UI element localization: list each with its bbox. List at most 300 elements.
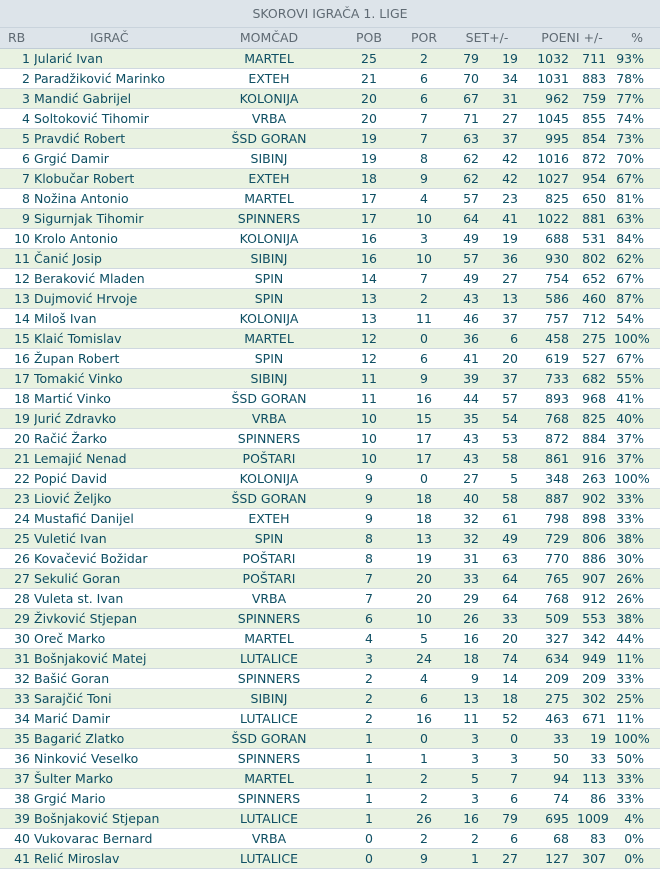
cell-sets-won: 13 — [444, 688, 487, 708]
cell-sets-lost: 36 — [487, 248, 530, 268]
cell-sets-lost: 58 — [487, 488, 530, 508]
cell-wins: 2 — [334, 708, 404, 728]
cell-losses: 16 — [404, 708, 444, 728]
cell-sets-lost: 52 — [487, 708, 530, 728]
cell-wins: 9 — [334, 488, 404, 508]
cell-team: KOLONIJA — [204, 308, 334, 328]
table-row — [0, 468, 660, 488]
cell-rb: 2 — [0, 68, 34, 88]
cell-sets-lost: 27 — [487, 848, 530, 868]
cell-losses: 7 — [404, 268, 444, 288]
cell-team: POŠTARI — [204, 568, 334, 588]
cell-sets-lost: 18 — [487, 688, 530, 708]
cell-team: LUTALICE — [204, 808, 334, 828]
cell-win-pct: 81% — [614, 188, 660, 208]
cell-sets-won: 63 — [444, 128, 487, 148]
cell-sets-lost: 7 — [487, 768, 530, 788]
cell-rb: 34 — [0, 708, 34, 728]
cell-win-pct: 73% — [614, 128, 660, 148]
cell-sets-lost: 37 — [487, 308, 530, 328]
cell-rb: 4 — [0, 108, 34, 128]
cell-wins: 14 — [334, 268, 404, 288]
cell-sets-lost: 63 — [487, 548, 530, 568]
table-row — [0, 308, 660, 328]
cell-sets-lost: 20 — [487, 348, 530, 368]
cell-sets-won: 27 — [444, 468, 487, 488]
cell-sets-lost: 5 — [487, 468, 530, 488]
cell-losses: 15 — [404, 408, 444, 428]
cell-wins: 18 — [334, 168, 404, 188]
cell-wins: 13 — [334, 288, 404, 308]
cell-wins: 9 — [334, 468, 404, 488]
cell-points-lost: 19 — [577, 728, 614, 748]
table-row — [0, 608, 660, 628]
table-row — [0, 528, 660, 548]
cell-losses: 6 — [404, 688, 444, 708]
cell-losses: 18 — [404, 488, 444, 508]
cell-team: VRBA — [204, 108, 334, 128]
cell-wins: 0 — [334, 848, 404, 868]
cell-points-won: 509 — [530, 608, 577, 628]
cell-losses: 24 — [404, 648, 444, 668]
cell-losses: 0 — [404, 468, 444, 488]
cell-points-won: 1031 — [530, 68, 577, 88]
table-row — [0, 788, 660, 808]
cell-rb: 23 — [0, 488, 34, 508]
cell-player: Jurić Zdravko — [34, 408, 204, 428]
cell-rb: 29 — [0, 608, 34, 628]
table-row — [0, 68, 660, 88]
cell-rb: 12 — [0, 268, 34, 288]
cell-player: Vuleta st. Ivan — [34, 588, 204, 608]
cell-wins: 1 — [334, 748, 404, 768]
cell-losses: 10 — [404, 208, 444, 228]
cell-win-pct: 25% — [614, 688, 660, 708]
cell-win-pct: 93% — [614, 48, 660, 68]
cell-points-won: 1027 — [530, 168, 577, 188]
cell-points-won: 275 — [530, 688, 577, 708]
cell-points-lost: 902 — [577, 488, 614, 508]
cell-points-won: 733 — [530, 368, 577, 388]
cell-team: POŠTARI — [204, 548, 334, 568]
cell-points-won: 586 — [530, 288, 577, 308]
cell-sets-lost: 6 — [487, 328, 530, 348]
cell-wins: 8 — [334, 528, 404, 548]
header-rb: RB — [0, 28, 34, 48]
cell-sets-lost: 19 — [487, 228, 530, 248]
cell-player: Vuletić Ivan — [34, 528, 204, 548]
cell-wins: 17 — [334, 208, 404, 228]
cell-points-won: 768 — [530, 408, 577, 428]
cell-points-won: 33 — [530, 728, 577, 748]
cell-losses: 4 — [404, 188, 444, 208]
cell-points-won: 695 — [530, 808, 577, 828]
cell-sets-won: 79 — [444, 48, 487, 68]
cell-win-pct: 54% — [614, 308, 660, 328]
cell-win-pct: 63% — [614, 208, 660, 228]
cell-rb: 13 — [0, 288, 34, 308]
cell-points-won: 872 — [530, 428, 577, 448]
cell-sets-won: 11 — [444, 708, 487, 728]
cell-points-lost: 912 — [577, 588, 614, 608]
cell-team: MARTEL — [204, 188, 334, 208]
cell-player: Bošnjaković Matej — [34, 648, 204, 668]
cell-team: KOLONIJA — [204, 228, 334, 248]
cell-wins: 1 — [334, 808, 404, 828]
cell-wins: 13 — [334, 308, 404, 328]
cell-rb: 40 — [0, 828, 34, 848]
cell-sets-lost: 57 — [487, 388, 530, 408]
cell-win-pct: 70% — [614, 148, 660, 168]
cell-player: Jularić Ivan — [34, 48, 204, 68]
cell-rb: 35 — [0, 728, 34, 748]
cell-points-lost: 263 — [577, 468, 614, 488]
cell-player: Popić David — [34, 468, 204, 488]
cell-win-pct: 37% — [614, 448, 660, 468]
cell-player: Miloš Ivan — [34, 308, 204, 328]
cell-team: VRBA — [204, 408, 334, 428]
cell-win-pct: 67% — [614, 268, 660, 288]
cell-sets-lost: 58 — [487, 448, 530, 468]
table-row — [0, 368, 660, 388]
table-row — [0, 848, 660, 868]
cell-points-won: 962 — [530, 88, 577, 108]
cell-team: MARTEL — [204, 768, 334, 788]
cell-team: SPINNERS — [204, 428, 334, 448]
cell-losses: 19 — [404, 548, 444, 568]
cell-points-lost: 854 — [577, 128, 614, 148]
cell-win-pct: 40% — [614, 408, 660, 428]
cell-rb: 26 — [0, 548, 34, 568]
cell-sets-won: 16 — [444, 628, 487, 648]
cell-team: POŠTARI — [204, 448, 334, 468]
table-row — [0, 768, 660, 788]
cell-sets-won: 32 — [444, 508, 487, 528]
cell-sets-won: 39 — [444, 368, 487, 388]
cell-rb: 6 — [0, 148, 34, 168]
cell-player: Mandić Gabrijel — [34, 88, 204, 108]
header-wins: POB — [334, 28, 404, 48]
cell-points-lost: 553 — [577, 608, 614, 628]
cell-sets-lost: 6 — [487, 828, 530, 848]
table-row — [0, 668, 660, 688]
cell-team: LUTALICE — [204, 708, 334, 728]
cell-sets-won: 70 — [444, 68, 487, 88]
table-row — [0, 728, 660, 748]
cell-rb: 10 — [0, 228, 34, 248]
cell-sets-lost: 0 — [487, 728, 530, 748]
table-row — [0, 408, 660, 428]
cell-rb: 36 — [0, 748, 34, 768]
cell-sets-lost: 27 — [487, 268, 530, 288]
cell-losses: 0 — [404, 728, 444, 748]
cell-losses: 9 — [404, 848, 444, 868]
cell-sets-won: 1 — [444, 848, 487, 868]
cell-wins: 11 — [334, 368, 404, 388]
cell-sets-lost: 13 — [487, 288, 530, 308]
cell-wins: 6 — [334, 608, 404, 628]
cell-win-pct: 33% — [614, 768, 660, 788]
table-row — [0, 628, 660, 648]
cell-points-won: 463 — [530, 708, 577, 728]
cell-team: MARTEL — [204, 328, 334, 348]
table-row — [0, 148, 660, 168]
cell-losses: 0 — [404, 328, 444, 348]
table-row — [0, 48, 660, 68]
cell-points-lost: 712 — [577, 308, 614, 328]
cell-rb: 5 — [0, 128, 34, 148]
table-row — [0, 508, 660, 528]
cell-wins: 10 — [334, 428, 404, 448]
cell-rb: 1 — [0, 48, 34, 68]
table-row — [0, 688, 660, 708]
cell-points-won: 634 — [530, 648, 577, 668]
cell-wins: 21 — [334, 68, 404, 88]
cell-win-pct: 50% — [614, 748, 660, 768]
cell-player: Sigurnjak Tihomir — [34, 208, 204, 228]
cell-team: SIBINJ — [204, 148, 334, 168]
cell-sets-won: 43 — [444, 448, 487, 468]
table-row — [0, 388, 660, 408]
cell-player: Sarajčić Toni — [34, 688, 204, 708]
cell-win-pct: 62% — [614, 248, 660, 268]
cell-sets-won: 31 — [444, 548, 487, 568]
table-row — [0, 448, 660, 468]
cell-points-won: 94 — [530, 768, 577, 788]
cell-team: EXTEH — [204, 168, 334, 188]
cell-wins: 19 — [334, 128, 404, 148]
cell-wins: 7 — [334, 568, 404, 588]
cell-team: SPINNERS — [204, 208, 334, 228]
cell-rb: 18 — [0, 388, 34, 408]
header-losses: POR — [404, 28, 444, 48]
cell-losses: 7 — [404, 108, 444, 128]
cell-team: LUTALICE — [204, 648, 334, 668]
cell-win-pct: 44% — [614, 628, 660, 648]
cell-team: KOLONIJA — [204, 88, 334, 108]
table-row — [0, 248, 660, 268]
cell-player: Bagarić Zlatko — [34, 728, 204, 748]
cell-wins: 2 — [334, 688, 404, 708]
cell-sets-won: 16 — [444, 808, 487, 828]
cell-points-won: 619 — [530, 348, 577, 368]
cell-player: Živković Stjepan — [34, 608, 204, 628]
cell-rb: 38 — [0, 788, 34, 808]
cell-rb: 33 — [0, 688, 34, 708]
cell-sets-lost: 64 — [487, 568, 530, 588]
cell-sets-won: 2 — [444, 828, 487, 848]
cell-rb: 24 — [0, 508, 34, 528]
cell-team: VRBA — [204, 828, 334, 848]
cell-sets-won: 18 — [444, 648, 487, 668]
cell-points-lost: 307 — [577, 848, 614, 868]
cell-sets-won: 9 — [444, 668, 487, 688]
cell-points-lost: 949 — [577, 648, 614, 668]
cell-points-won: 995 — [530, 128, 577, 148]
cell-points-lost: 527 — [577, 348, 614, 368]
cell-wins: 12 — [334, 328, 404, 348]
table-row — [0, 288, 660, 308]
cell-team: SPIN — [204, 288, 334, 308]
table-body — [0, 48, 660, 868]
cell-points-won: 688 — [530, 228, 577, 248]
cell-win-pct: 67% — [614, 168, 660, 188]
cell-player: Krolo Antonio — [34, 228, 204, 248]
cell-points-won: 1022 — [530, 208, 577, 228]
cell-wins: 16 — [334, 248, 404, 268]
cell-losses: 20 — [404, 568, 444, 588]
cell-win-pct: 0% — [614, 828, 660, 848]
table-row — [0, 228, 660, 248]
cell-sets-won: 33 — [444, 568, 487, 588]
table-row — [0, 88, 660, 108]
table-row — [0, 488, 660, 508]
cell-points-won: 68 — [530, 828, 577, 848]
cell-player: Beraković Mladen — [34, 268, 204, 288]
cell-sets-lost: 33 — [487, 608, 530, 628]
cell-wins: 17 — [334, 188, 404, 208]
cell-losses: 9 — [404, 368, 444, 388]
cell-sets-won: 57 — [444, 248, 487, 268]
cell-sets-won: 57 — [444, 188, 487, 208]
cell-win-pct: 33% — [614, 668, 660, 688]
table-row — [0, 328, 660, 348]
cell-player: Dujmović Hrvoje — [34, 288, 204, 308]
cell-points-lost: 209 — [577, 668, 614, 688]
cell-sets-won: 43 — [444, 288, 487, 308]
cell-points-won: 893 — [530, 388, 577, 408]
cell-sets-won: 40 — [444, 488, 487, 508]
cell-team: VRBA — [204, 588, 334, 608]
cell-points-lost: 652 — [577, 268, 614, 288]
cell-points-lost: 113 — [577, 768, 614, 788]
cell-player: Bašić Goran — [34, 668, 204, 688]
cell-losses: 10 — [404, 248, 444, 268]
cell-team: SPIN — [204, 268, 334, 288]
header-row — [0, 28, 660, 48]
cell-losses: 5 — [404, 628, 444, 648]
cell-team: SIBINJ — [204, 688, 334, 708]
cell-points-lost: 806 — [577, 528, 614, 548]
cell-rb: 21 — [0, 448, 34, 468]
cell-player: Paradžiković Marinko — [34, 68, 204, 88]
cell-player: Lemajić Nenad — [34, 448, 204, 468]
cell-sets-lost: 23 — [487, 188, 530, 208]
cell-team: ŠSD GORAN — [204, 128, 334, 148]
cell-points-lost: 968 — [577, 388, 614, 408]
cell-wins: 4 — [334, 628, 404, 648]
cell-points-won: 1016 — [530, 148, 577, 168]
cell-losses: 6 — [404, 348, 444, 368]
cell-points-lost: 802 — [577, 248, 614, 268]
cell-points-won: 765 — [530, 568, 577, 588]
cell-losses: 17 — [404, 428, 444, 448]
cell-sets-won: 35 — [444, 408, 487, 428]
cell-wins: 25 — [334, 48, 404, 68]
cell-wins: 0 — [334, 828, 404, 848]
cell-losses: 26 — [404, 808, 444, 828]
cell-points-lost: 460 — [577, 288, 614, 308]
cell-points-won: 770 — [530, 548, 577, 568]
cell-team: MARTEL — [204, 628, 334, 648]
cell-wins: 20 — [334, 108, 404, 128]
cell-points-lost: 671 — [577, 708, 614, 728]
cell-points-won: 327 — [530, 628, 577, 648]
cell-team: SIBINJ — [204, 368, 334, 388]
cell-wins: 7 — [334, 588, 404, 608]
cell-points-won: 1045 — [530, 108, 577, 128]
cell-win-pct: 11% — [614, 648, 660, 668]
table-row — [0, 188, 660, 208]
cell-win-pct: 67% — [614, 348, 660, 368]
cell-points-won: 768 — [530, 588, 577, 608]
cell-win-pct: 87% — [614, 288, 660, 308]
cell-wins: 8 — [334, 548, 404, 568]
cell-rb: 30 — [0, 628, 34, 648]
cell-rb: 17 — [0, 368, 34, 388]
cell-team: LUTALICE — [204, 848, 334, 868]
cell-player: Kovačević Božidar — [34, 548, 204, 568]
cell-losses: 9 — [404, 168, 444, 188]
cell-sets-won: 32 — [444, 528, 487, 548]
cell-sets-lost: 27 — [487, 108, 530, 128]
cell-losses: 17 — [404, 448, 444, 468]
cell-points-lost: 650 — [577, 188, 614, 208]
cell-points-won: 127 — [530, 848, 577, 868]
cell-points-lost: 884 — [577, 428, 614, 448]
cell-team: SPIN — [204, 528, 334, 548]
cell-points-lost: 825 — [577, 408, 614, 428]
cell-wins: 16 — [334, 228, 404, 248]
cell-points-lost: 855 — [577, 108, 614, 128]
cell-sets-lost: 37 — [487, 128, 530, 148]
cell-win-pct: 100% — [614, 468, 660, 488]
cell-losses: 11 — [404, 308, 444, 328]
cell-sets-won: 3 — [444, 748, 487, 768]
cell-win-pct: 26% — [614, 588, 660, 608]
cell-rb: 39 — [0, 808, 34, 828]
table-row — [0, 268, 660, 288]
cell-wins: 20 — [334, 88, 404, 108]
cell-rb: 31 — [0, 648, 34, 668]
cell-win-pct: 41% — [614, 388, 660, 408]
cell-sets-lost: 61 — [487, 508, 530, 528]
cell-rb: 15 — [0, 328, 34, 348]
cell-sets-won: 49 — [444, 228, 487, 248]
cell-points-lost: 872 — [577, 148, 614, 168]
cell-points-won: 825 — [530, 188, 577, 208]
cell-sets-won: 3 — [444, 788, 487, 808]
table-row — [0, 128, 660, 148]
cell-rb: 25 — [0, 528, 34, 548]
cell-sets-won: 43 — [444, 428, 487, 448]
cell-player: Čanić Josip — [34, 248, 204, 268]
cell-sets-lost: 14 — [487, 668, 530, 688]
cell-team: SPIN — [204, 348, 334, 368]
cell-wins: 10 — [334, 408, 404, 428]
cell-sets-won: 3 — [444, 728, 487, 748]
cell-sets-won: 67 — [444, 88, 487, 108]
cell-losses: 7 — [404, 128, 444, 148]
cell-points-won: 930 — [530, 248, 577, 268]
cell-wins: 9 — [334, 508, 404, 528]
cell-losses: 16 — [404, 388, 444, 408]
cell-points-won: 74 — [530, 788, 577, 808]
cell-win-pct: 100% — [614, 728, 660, 748]
cell-sets-won: 62 — [444, 168, 487, 188]
cell-sets-lost: 19 — [487, 48, 530, 68]
cell-sets-lost: 54 — [487, 408, 530, 428]
